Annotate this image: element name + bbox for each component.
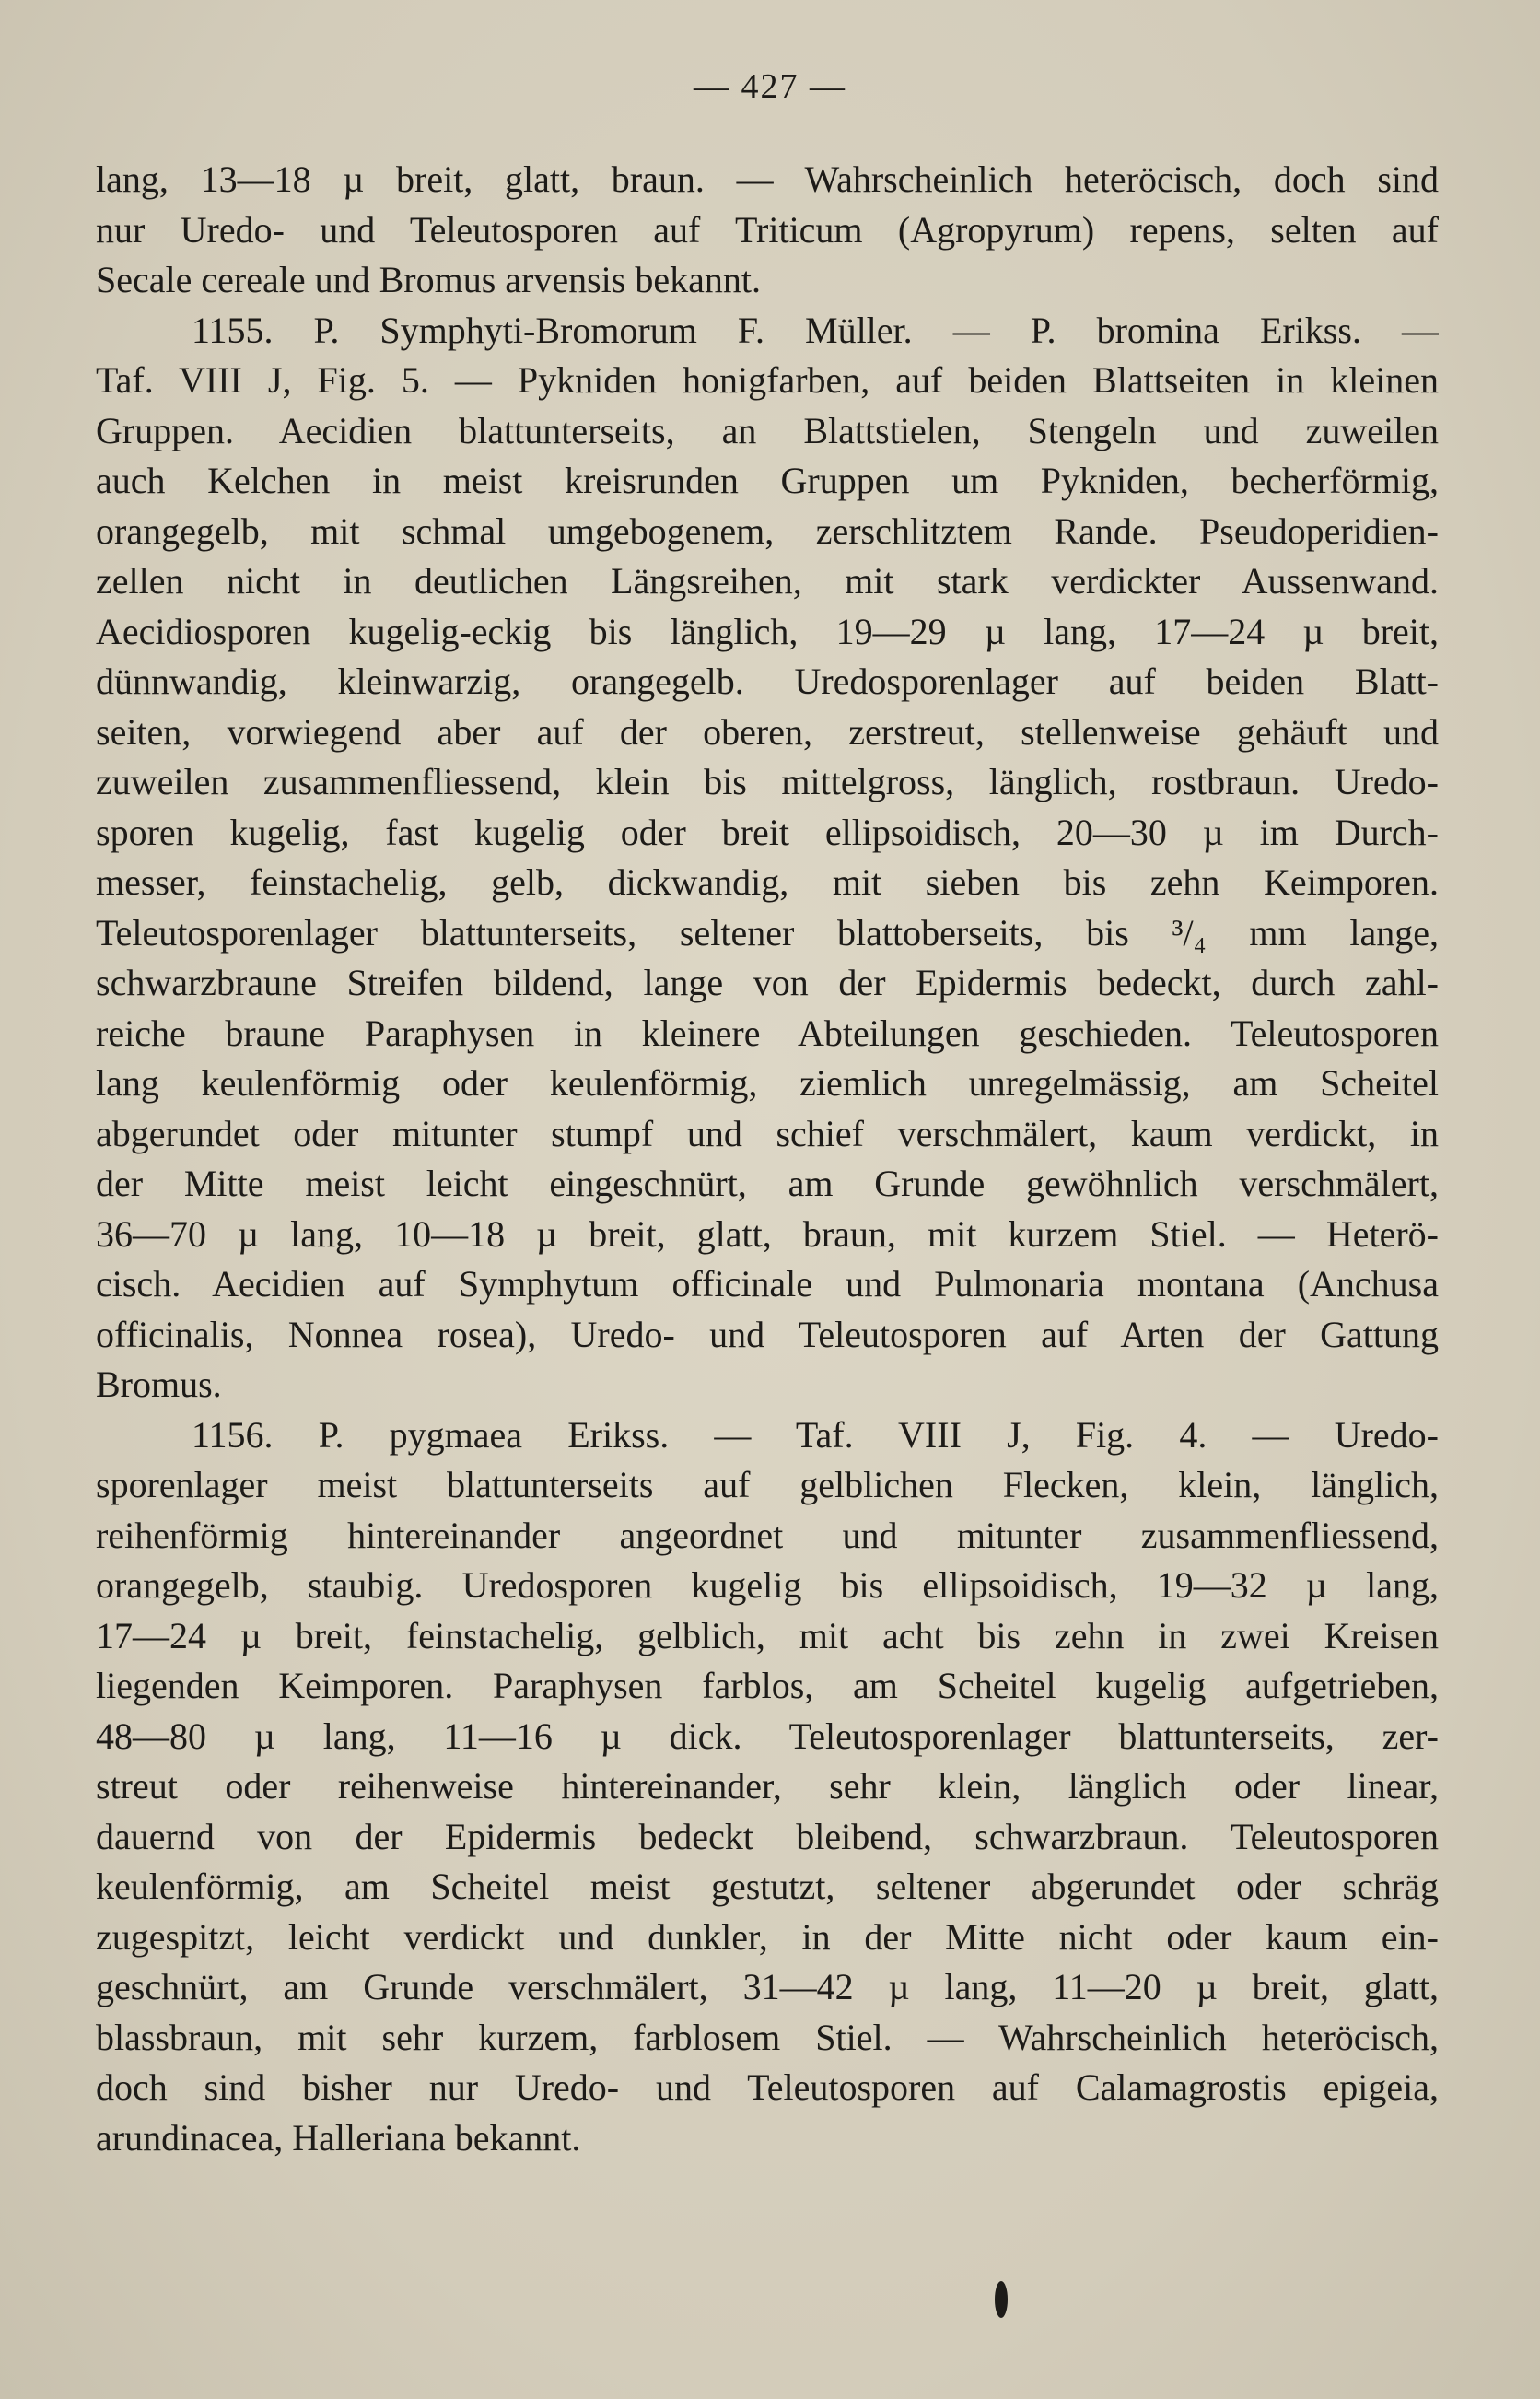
entry-heading-1155: 1155. P. Symphyti-Bromorum F. Müller. — P. bromina Erikss. — [192,309,1439,351]
text-line: Bromus. [96,1363,222,1405]
text-line: cisch. Aecidien auf Symphytum officinale und Pulmonaria montana (Anchusa [96,1263,1439,1305]
page-body [96,155,1439,2163]
text-line: dauernd von der Epidermis bedeckt bleibend, schwarzbraun. Teleutosporen [96,1815,1439,1857]
text-line: orangegelb, staubig. Uredosporen kugelig bis ellipsoidisch, 19—32 µ lang, [96,1564,1439,1606]
text-line: schwarzbraune Streifen bildend, lange von der Epidermis bedeckt, durch zahl- [96,962,1439,1003]
text-line: liegenden Keimporen. Paraphysen farblos, am Scheitel kugelig aufgetrieben, [96,1665,1439,1706]
text-line: zellen nicht in deutlichen Längsreihen, mit stark verdickter Aussenwand. [96,560,1439,602]
text-line: orangegelb, mit schmal umgebogenem, zerschlitztem Rande. Pseudoperidien- [96,509,1439,552]
text-line: lang, 13—18 µ breit, glatt, braun. — Wahrscheinlich heteröcisch, doch sind [96,158,1439,200]
text-line: 36—70 µ lang, 10—18 µ breit, glatt, braun, mit kurzem Stiel. — Heterö- [96,1212,1439,1255]
text-line: sporenlager meist blattunterseits auf gelblichen Flecken, klein, länglich, [96,1464,1439,1505]
entry-heading-1156: 1156. P. pygmaea Erikss. — Taf. VIII J, Fig. 4. — Uredo- [192,1413,1439,1456]
text-line: lang keulenförmig oder keulenförmig, ziemlich unregelmässig, am Scheitel [96,1062,1439,1104]
text-line: Secale cereale und Bromus arvensis bekannt. [96,259,761,300]
page-number: — 427 — [694,67,846,106]
text-line: doch sind bisher nur Uredo- und Teleutosporen auf Calamagrostis epigeia, [96,2066,1439,2108]
text-line: Taf. VIII J, Fig. 5. — Pykniden honigfarben, auf beiden Blattseiten in kleinen [96,359,1439,401]
text-line: reihenförmig hintereinander angeordnet und mitunter zusammenfliessend, [96,1514,1439,1556]
text-line: keulenförmig, am Scheitel meist gestutzt, seltener abgerundet oder schräg [96,1866,1439,1907]
text-line: sporen kugelig, fast kugelig oder breit ellipsoidisch, 20—30 µ im Durch- [96,811,1439,853]
text-line: abgerundet oder mitunter stumpf und schief verschmälert, kaum verdickt, in [96,1112,1439,1154]
text-line: arundinacea, Halleriana bekannt. [96,2116,581,2159]
text-line: Gruppen. Aecidien blattunterseits, an Blattstielen, Stengeln und zuweilen [96,409,1439,451]
text-line: Teleutosporenlager blattunterseits, seltener blattoberseits, bis ³/₄ mm lange, [96,911,1439,954]
text-line: zuweilen zusammenfliessend, klein bis mittelgross, länglich, rostbraun. Uredo- [96,761,1439,802]
text-line: 17—24 µ breit, feinstachelig, gelblich, mit acht bis zehn in zwei Kreisen [96,1614,1439,1656]
text-line: streut oder reihenweise hintereinander, sehr klein, länglich oder linear, [96,1765,1439,1807]
text-line: dünnwandig, kleinwarzig, orangegelb. Uredosporenlager auf beiden Blatt- [96,661,1439,702]
text-line: auch Kelchen in meist kreisrunden Gruppen um Pykniden, becherförmig, [96,460,1439,501]
text-line: 48—80 µ lang, 11—16 µ dick. Teleutosporenlager blattunterseits, zer- [96,1714,1439,1757]
text-line: geschnürt, am Grunde verschmälert, 31—42 µ lang, 11—20 µ breit, glatt, [96,1966,1439,2007]
text-line: zugespitzt, leicht verdickt und dunkler, in der Mitte nicht oder kaum ein- [96,1915,1439,1958]
text-line: messer, feinstachelig, gelb, dickwandig, mit sieben bis zehn Keimporen. [96,861,1439,903]
ink-spot [995,2281,1008,2318]
text-line: der Mitte meist leicht eingeschnürt, am Grunde gewöhnlich verschmälert, [96,1163,1439,1204]
text-line: blassbraun, mit sehr kurzem, farblosem Stiel. — Wahrscheinlich heteröcisch, [96,2016,1439,2058]
text-line: officinalis, Nonnea rosea), Uredo- und Teleutosporen auf Arten der Gattung [96,1313,1439,1355]
text-line: seiten, vorwiegend aber auf der oberen, zerstreut, stellenweise gehäuft und [96,710,1439,753]
text-line: reiche braune Paraphysen in kleinere Abteilungen geschieden. Teleutosporen [96,1012,1439,1054]
text-line: nur Uredo- und Teleutosporen auf Triticum (Agropyrum) repens, selten auf [96,208,1439,251]
text-line: Aecidiosporen kugelig-eckig bis länglich, 19—29 µ lang, 17—24 µ breit, [96,610,1439,652]
